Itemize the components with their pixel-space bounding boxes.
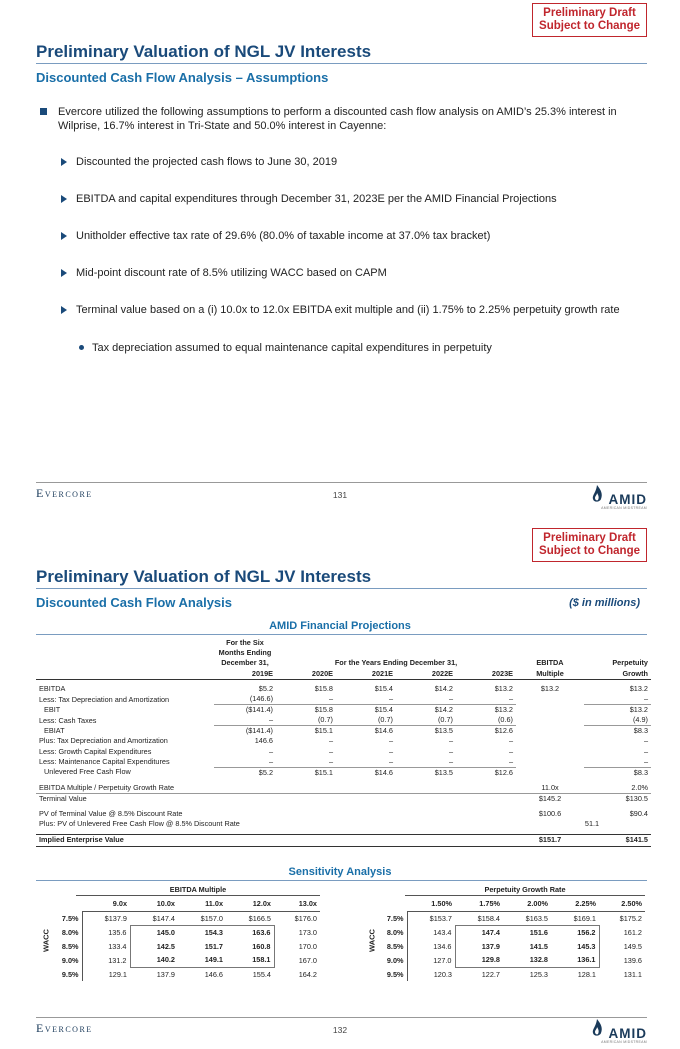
- table-row: 8.0% 143.4 147.4 151.6 156.2 161.2: [377, 925, 645, 939]
- section-title: AMID Financial Projections: [269, 620, 411, 632]
- sub-bullet: Mid-point discount rate of 8.5% utilizing WACC based on CAPM: [61, 266, 640, 280]
- title-rule: [36, 588, 647, 589]
- implied-enterprise-value-row: Implied Enterprise Value $151.7 $141.5: [36, 834, 651, 846]
- header-six-months: December 31,: [221, 658, 269, 668]
- table-row: Less: Tax Depreciation and Amortization (146.6) – – – – –: [39, 694, 648, 704]
- header-ebitda: EBITDA: [536, 658, 564, 668]
- triangle-bullet-icon: [61, 195, 67, 203]
- col-header: 2020E: [276, 669, 336, 680]
- main-bullet: Evercore utilized the following assumptions to perform a discounted cash flow analysis on AMID’s 25.3% interest in Wilprise, 16.7% interest in Tri-State and 50.0% interest in Cayenne:: [40, 105, 640, 133]
- dot-bullet-icon: [79, 345, 84, 350]
- col-header-growth: Growth: [584, 669, 651, 680]
- section-rule: [36, 634, 647, 635]
- page-subtitle: Discounted Cash Flow Analysis: [36, 595, 233, 610]
- table-row: EBIT ($141.4) $15.8 $15.4 $14.2 $13.2 $13.2: [36, 705, 651, 716]
- col-header: 2023E: [456, 669, 516, 680]
- table-row: 9.0% 131.2 140.2 149.1 158.1 167.0: [50, 953, 320, 967]
- col-header: 9.0x: [82, 897, 130, 911]
- slide-131: [0, 0, 680, 514]
- table-row: Plus: Tax Depreciation and Amortization 146.6 – – – – –: [39, 736, 648, 746]
- sensitivity-ebitda-multiple-table: [50, 897, 320, 981]
- evercore-logo: Evercore: [36, 1021, 93, 1035]
- wacc-axis-label: WACC: [41, 929, 51, 952]
- col-header: 10.0x: [130, 897, 178, 911]
- footer-rule: [36, 482, 647, 483]
- projections-table: [36, 638, 651, 847]
- triangle-bullet-icon: [61, 158, 67, 166]
- sensitivity-rule: [36, 880, 647, 881]
- col-header: 1.75%: [455, 897, 503, 911]
- col-header: 2021E: [336, 669, 396, 680]
- col-header: 12.0x: [226, 897, 274, 911]
- triangle-bullet-icon: [61, 269, 67, 277]
- col-header: 2.50%: [599, 897, 645, 911]
- table-row: EBITDA $5.2 $15.8 $15.4 $14.2 $13.2 $13.2 $13.2: [39, 684, 648, 694]
- table-row: 7.5% $153.7 $158.4 $163.5 $169.1 $175.2: [377, 911, 645, 925]
- page-title: Preliminary Valuation of NGL JV Interests: [36, 42, 372, 61]
- header-perpetuity: Perpetuity: [612, 658, 648, 668]
- table-row: 9.5% 120.3 122.7 125.3 128.1 131.1: [377, 967, 645, 981]
- sub-bullet: EBITDA and capital expenditures through December 31, 2023E per the AMID Financial Projections: [61, 192, 640, 206]
- flame-icon: [589, 1018, 605, 1040]
- header-six-months: For the Six: [226, 638, 264, 648]
- table-row: 8.5% 133.4 142.5 151.7 160.8 170.0: [50, 939, 320, 953]
- col-header: 11.0x: [178, 897, 226, 911]
- col-header: 1.50%: [407, 897, 455, 911]
- header-six-months: Months Ending: [218, 648, 272, 658]
- col-header-multiple: Multiple: [516, 669, 584, 680]
- col-header: 13.0x: [274, 897, 320, 911]
- title-rule: [36, 63, 647, 64]
- col-header: 2.00%: [503, 897, 551, 911]
- sub-bullet: Discounted the projected cash flows to June 30, 2019: [61, 155, 640, 169]
- table-row: EBIAT ($141.4) $15.1 $14.6 $13.5 $12.6 $8.3: [36, 726, 651, 737]
- triangle-bullet-icon: [61, 306, 67, 314]
- table-row: 9.0% 127.0 129.8 132.8 136.1 139.6: [377, 953, 645, 967]
- table-row: Plus: PV of Unlevered Free Cash Flow @ 8.5% Discount Rate 51.1: [39, 818, 600, 828]
- table-row: 8.5% 134.6 137.9 141.5 145.3 149.5: [377, 939, 645, 953]
- page-number: 131: [332, 490, 348, 500]
- draft-badge: Preliminary Draft Subject to Change: [532, 3, 647, 37]
- col-header: 2022E: [396, 669, 456, 680]
- sub-bullet: Unitholder effective tax rate of 29.6% (80.0% of taxable income at 37.0% tax bracket): [61, 229, 640, 243]
- col-header: 2.25%: [551, 897, 599, 911]
- table-row: 9.5% 129.1 137.9 146.6 155.4 164.2: [50, 967, 320, 981]
- table-row: Terminal Value $145.2 $130.5: [36, 793, 651, 804]
- table-row: PV of Terminal Value @ 8.5% Discount Rate $100.6 $90.4: [39, 808, 648, 818]
- sensitivity-perpetuity-growth-table: [377, 897, 645, 981]
- col-header: 2019E: [214, 669, 276, 680]
- sens-right-title: Perpetuity Growth Rate: [405, 885, 645, 896]
- header-years-ending: For the Years Ending December 31,: [334, 658, 458, 668]
- sens-left-title: EBITDA Multiple: [76, 885, 320, 896]
- page-title: Preliminary Valuation of NGL JV Interests: [36, 567, 372, 586]
- table-row: 8.0% 135.6 145.0 154.3 163.6 173.0: [50, 925, 320, 939]
- sub-sub-bullet: Tax depreciation assumed to equal maintenance capital expenditures in perpetuity: [79, 341, 640, 355]
- table-row: Less: Maintenance Capital Expenditures – – – – – –: [39, 756, 648, 766]
- page-number: 132: [332, 1025, 348, 1035]
- sensitivity-title: Sensitivity Analysis: [288, 866, 392, 878]
- table-row: Less: Growth Capital Expenditures – – – – – –: [39, 746, 648, 756]
- units-label: ($ in millions): [569, 597, 640, 609]
- table-row: EBITDA Multiple / Perpetuity Growth Rate 11.0x 2.0%: [39, 782, 648, 792]
- triangle-bullet-icon: [61, 232, 67, 240]
- table-row: 7.5% $137.9 $147.4 $157.0 $166.5 $176.0: [50, 911, 320, 925]
- slide-132: [0, 518, 680, 1049]
- sub-bullet: Terminal value based on a (i) 10.0x to 12.0x EBITDA exit multiple and (ii) 1.75% to 2.25% perpetuity growth rate: [61, 303, 640, 317]
- table-row: Less: Cash Taxes – (0.7) (0.7) (0.7) (0.6) (4.9): [39, 715, 648, 725]
- square-bullet-icon: [40, 108, 47, 115]
- amid-logo: AMID AMERICAN MIDSTREAM: [587, 1018, 647, 1046]
- evercore-logo: Evercore: [36, 486, 93, 500]
- wacc-axis-label: WACC: [367, 929, 377, 952]
- amid-logo: AMID AMERICAN MIDSTREAM: [587, 484, 647, 512]
- page-subtitle: Discounted Cash Flow Analysis – Assumptions: [36, 70, 329, 85]
- table-row: Unlevered Free Cash Flow $5.2 $15.1 $14.6 $13.5 $12.6 $8.3: [36, 767, 651, 778]
- footer-rule: [36, 1017, 647, 1018]
- draft-badge: Preliminary Draft Subject to Change: [532, 528, 647, 562]
- flame-icon: [589, 484, 605, 506]
